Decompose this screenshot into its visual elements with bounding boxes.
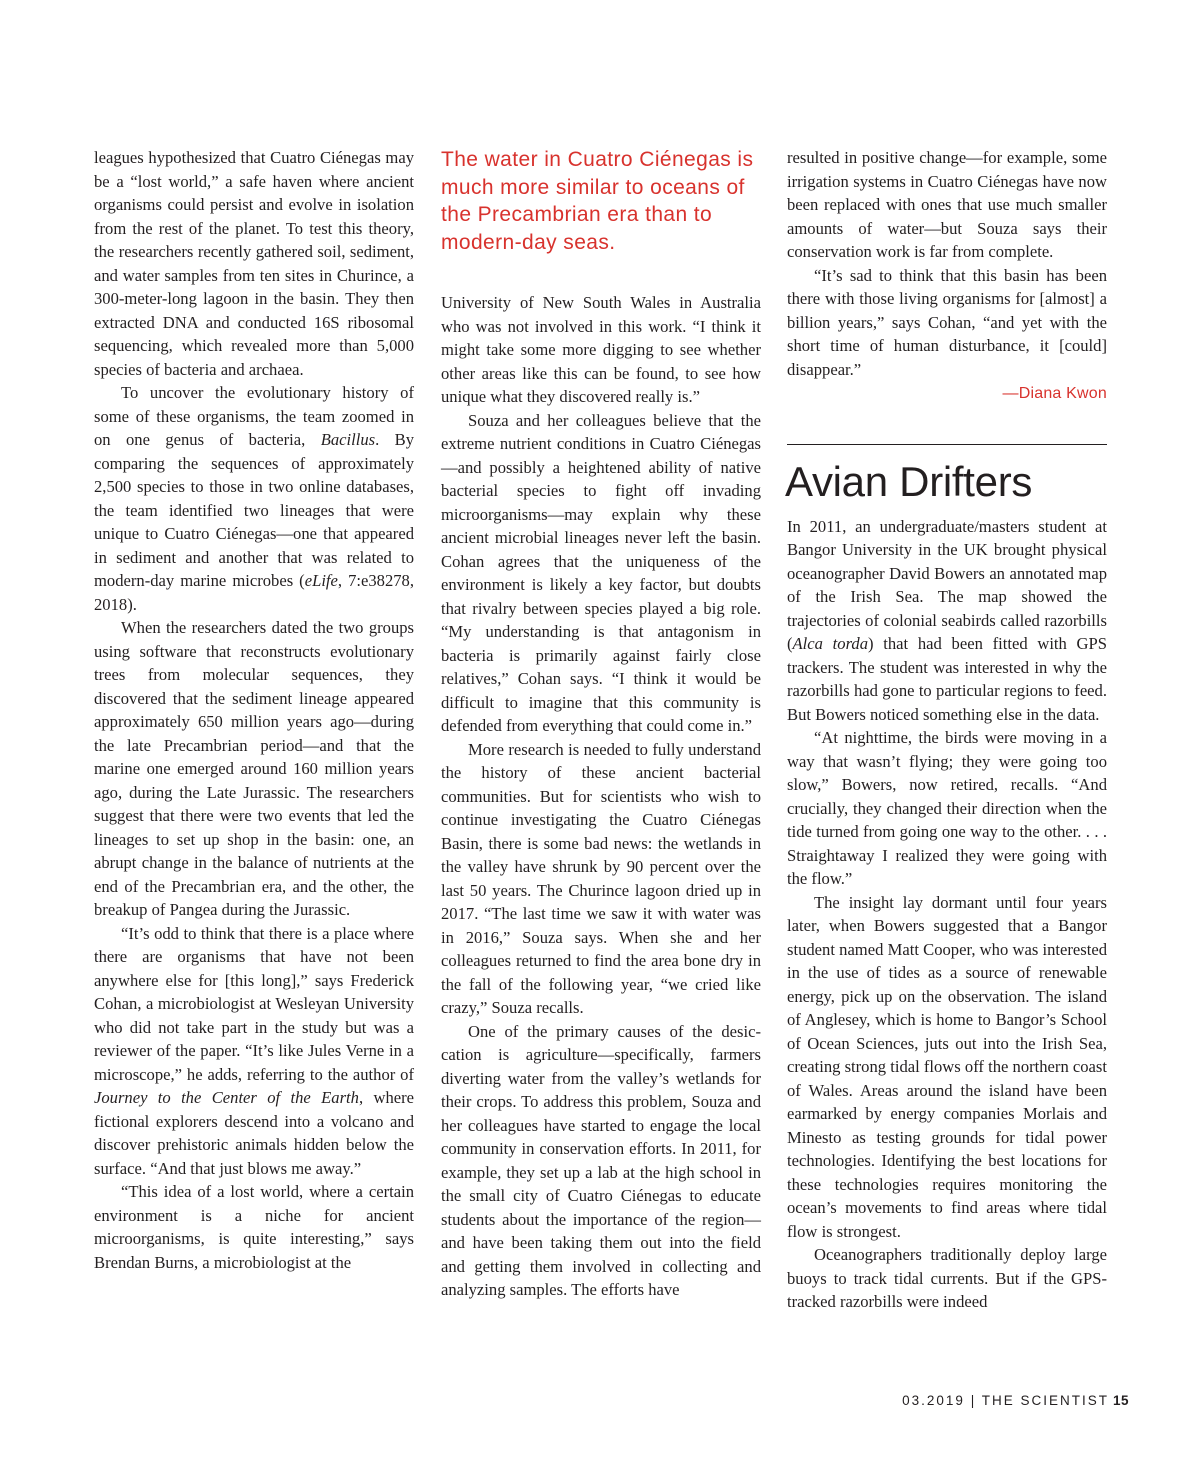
text-run: To uncover the evolutionary history of some of these organisms, the team zoomed in on one genus of bacteria,: [94, 383, 414, 449]
italic-species-name: Alca torda: [792, 634, 869, 653]
body-paragraph: When the researchers dated the two groups using software that reconstructs evolutionary trees from molecular sequences, they discovered that the sediment lineage appeared approximately 650 million years ago—during the late Precambrian period—and that the marine one emerged around 160 million years ago, during the Late Jurassic. The researchers suggest that there were two events that led the lineages to set up shop in the basin: one, an abrupt change in the balance of nutrients at the end of the Precambrian era, and the other, the breakup of Pangea during the Jurassic.: [94, 618, 414, 919]
italic-journal-name: eLife: [304, 571, 338, 590]
body-paragraph: University of New South Wales in Australia who was not involved in this work. “I think it might take some more digging to see whether other areas like this can be found, to see how unique what they discovered really is.”: [441, 293, 761, 406]
text-run: . By comparing the sequences of approximately 2,500 species to those in two online databases, the team identified two lineages that were unique to Cuatro Ciénegas—one that appeared in sediment and another that was related to modern-day marine microbes (: [94, 430, 414, 590]
body-paragraph: “This idea of a lost world, where a certain environment is a niche for ancient microorganisms, is quite interesting,” says Brendan Burns, a microbiologist at the: [94, 1182, 414, 1272]
body-paragraph: [94, 381, 414, 616]
body-paragraph: “At nighttime, the birds were moving in a way that wasn’t flying; they were going too slow,” Bowers, now retired, recalls. “And crucially, they changed their direction when the tide turned from going one way to the other. . . . Straightaway I realized they were going with the flow.”: [787, 728, 1107, 888]
pull-quote: The water in Cuatro Ciénegas is much more similar to oceans of the Precambrian era than to modern-day seas.: [441, 148, 754, 254]
text-run: In 2011, an undergraduate/masters student at Bangor University in the UK brought physical oceanographer David Bowers an annotated map of the Irish Sea. The map showed the trajectories of colonial seabirds called razorbills (: [787, 516, 1107, 653]
body-paragraph: [94, 922, 414, 1181]
body-paragraph: “It’s sad to think that this basin has been there with those living organisms for [almost] a billion years,” says Cohan, “and yet with the short time of human disturbance, it [could] disappear.”: [787, 265, 1107, 379]
body-paragraph: resulted in positive change—for example, some irrigation systems in Cuatro Ciénegas have now been replaced with ones that use much smaller amounts of water—but Souza says their conservation work is far from complete.: [787, 148, 1107, 261]
issue-label: 03.2019 | THE SCIENTIST: [902, 1393, 1109, 1408]
text-run: , where fictional explorers descend into a volcano and discover prehistoric animals hidden below the surface. “And that just blows me away.”: [94, 1088, 415, 1178]
article-column-1: [94, 146, 414, 1274]
italic-genus-name: Bacillus: [320, 430, 376, 449]
body-paragraph: One of the primary causes of the desiccation is agriculture—specifically, farmers diverting water from the valley’s wetlands for their crops. To address this problem, Souza and her colleagues have started to engage the local community in conservation efforts. In 2011, for example, they set up a lab at the high school in the small city of Cuatro Ciénegas to educate students about the importance of the region—and have been taking them out into the field and getting them involved in collecting and analyzing samples. The efforts have: [441, 1021, 761, 1299]
body-paragraph: [787, 515, 1107, 727]
italic-book-title: Journey to the Center of the Earth: [94, 1088, 359, 1107]
text-run: “It’s odd to think that there is a place where there are organisms that have not been anywhere else for [this long],” says Frederick Cohan, a microbiologist at Wesleyan University who did not take part in the study but was a reviewer of the paper. “It’s like Jules Verne in a microscope,” he adds, referring to the author of: [94, 923, 414, 1084]
body-paragraph: leagues hypothesized that Cuatro Ciénegas may be a “lost world,” a safe haven where ancient organisms could persist and evolve in isolation from the rest of the planet. To test this theory, the researchers recently gathered soil, sediment, and water samples from ten sites in Churince, a 300-meter-long lagoon in the basin. They then extracted DNA and conducted 16S ribosomal sequencing, which revealed more than 5,000 species of bacteria and archaea.: [94, 148, 414, 379]
body-paragraph: More research is needed to fully understand the history of these ancient bacterial communities. But for scientists who wish to continue investigating the Cuatro Ciénegas Basin, there is some bad news: the wetlands in the valley have shrunk by 90 percent over the last 50 years. The Churince lagoon dried up in 2017. “The last time we saw it with water was in 2016,” Souza says. When she and her colleagues returned to find the area bone dry in the fall of the following year, “we cried like crazy,” Souza recalls.: [441, 739, 761, 1017]
page-number: 15: [1112, 1393, 1129, 1408]
page-footer: [902, 1393, 1129, 1408]
article-column-2: [441, 146, 761, 1302]
author-byline: —Diana Kwon: [1002, 385, 1107, 402]
body-paragraph: The insight lay dormant until four years later, when Bowers suggested that a Bangor student named Matt Cooper, who was interested in the use of tides as a source of renewable energy, pick up on the observation. The island of Anglesey, which is home to Bangor’s School of Ocean Sciences, juts out into the Irish Sea, creating strong tidal flows off the northern coast of Wales. Areas around the island have been earmarked by energy companies Morlais and Minesto as testing grounds for tidal power technologies. Identifying the best locations for these technologies requires monitoring the ocean’s movements to find areas where tidal flow is strongest.: [787, 892, 1107, 1241]
body-paragraph: Souza and her colleagues believe that the extreme nutrient conditions in Cuatro Ciénegas—and possibly a heightened ability of native bacterial species to fight off invading microorganisms—may explain why these ancient microbial lineages never left the basin. Cohan agrees that the uniqueness of the environment is likely a key factor, but doubts that rivalry between species played a big role. “My understanding is that antagonism in bacteria is primarily against fairly close relatives,” Cohan says. “I think it would be difficult to imagine that this community is defended from everything that could come in.”: [441, 410, 761, 735]
section-divider: [787, 444, 1107, 445]
article-column-3: [787, 146, 1107, 1314]
text-run: , 7:e38278, 2018).: [94, 571, 414, 614]
text-run: ) that had been fitted with GPS trackers. The student was interested in why the razorbills had gone to particular regions to feed. But Bowers noticed something else in the data.: [787, 634, 1107, 724]
article-headline: Avian Drifters: [785, 457, 1033, 505]
body-paragraph: Oceanographers traditionally deploy large buoys to track tidal currents. But if the GPS-tracked razorbills were indeed: [787, 1245, 1107, 1311]
